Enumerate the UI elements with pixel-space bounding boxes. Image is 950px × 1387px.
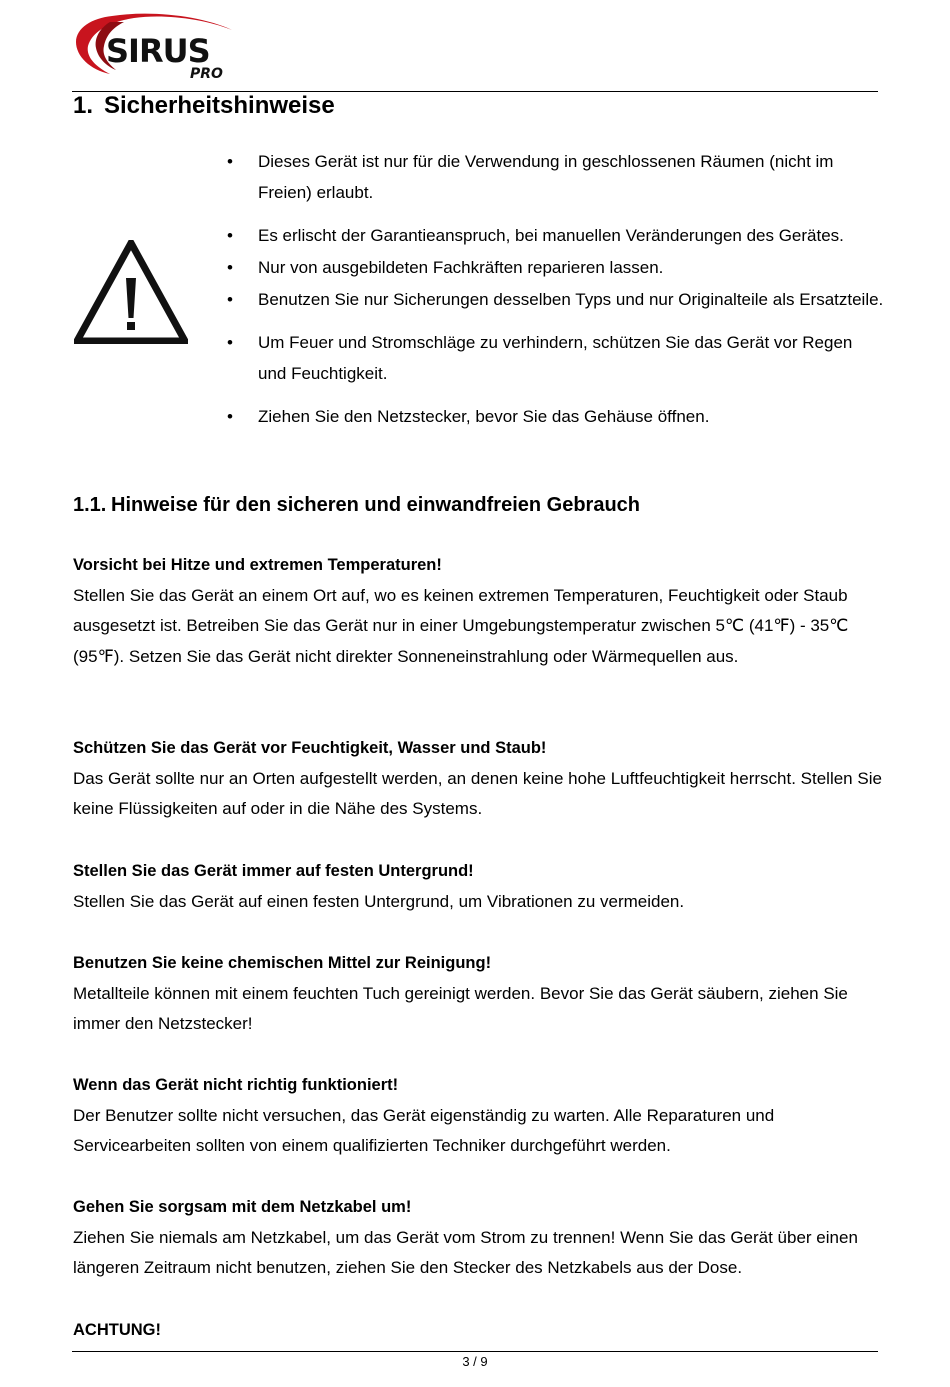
section-body: Das Gerät sollte nur an Orten aufgestellt werden, an denen keine hohe Luftfeuchtigkeit herrscht. Stellen Sie keine Flüssigkeiten auf oder in die Nähe des Systems. (73, 768, 882, 818)
list-item (224, 252, 884, 283)
section-body: Metallteile können mit einem feuchten Tuch gereinigt werden. Bevor Sie das Gerät säubern, ziehen Sie immer den Netzstecker! (73, 983, 848, 1033)
list-item (224, 220, 884, 251)
section-cleaning (73, 948, 883, 1040)
section-body: Ziehen Sie niemals am Netzkabel, um das Gerät vom Strom zu trennen! Wenn Sie das Gerät über einen längeren Zeitraum nicht benutzen, ziehen Sie den Stecker des Netzkabels aus der Dose. (73, 1227, 858, 1277)
subheading-number: 1.1. (73, 494, 107, 516)
section-moisture (73, 733, 883, 825)
section-body: Stellen Sie das Gerät an einem Ort auf, wo es keinen extremen Temperaturen, Feuchtigkeit oder Staub ausgesetzt ist. Betreiben Sie das Gerät nur in einer Umgebungstemperatur zwischen 5℃ (41℉) - 35℃ (95℉). Setzen Sie das Gerät nicht direkter Sonneneinstrahlung oder Wärmequellen aus. (73, 585, 849, 666)
bullet-text: Um Feuer und Stromschläge zu verhindern, schützen Sie das Gerät vor Regen und Feuchtigkeit. (258, 333, 853, 383)
page-number: 3 / 9 (462, 1354, 488, 1369)
sirus-pro-logo (72, 8, 242, 80)
section-title: Schützen Sie das Gerät vor Feuchtigkeit, Wasser und Staub! (73, 739, 547, 757)
bullet-text: Benutzen Sie nur Sicherungen desselben Typs und nur Originalteile als Ersatzteile. (258, 290, 884, 309)
section-title: Gehen Sie sorgsam mit dem Netzkabel um! (73, 1198, 412, 1216)
section-title: ACHTUNG! (73, 1321, 161, 1339)
footer-rule (72, 1351, 878, 1352)
bullet-icon: • (227, 152, 233, 171)
safety-bullet-list (224, 146, 884, 432)
section-surface (73, 856, 883, 917)
bullet-icon: • (227, 407, 233, 426)
section-heading (73, 490, 640, 520)
section-title: Stellen Sie das Gerät immer auf festen Untergrund! (73, 862, 474, 880)
section-body: Der Benutzer sollte nicht versuchen, das Gerät eigenständig zu warten. Alle Reparaturen und Servicearbeiten sollten von einem qualifizierten Techniker durchgeführt werden. (73, 1105, 775, 1155)
warning-triangle-icon (74, 240, 188, 344)
section-body: Stellen Sie das Gerät auf einen festen Untergrund, um Vibrationen zu vermeiden. (73, 891, 685, 911)
section-title: Benutzen Sie keine chemischen Mittel zur Reinigung! (73, 954, 492, 972)
bullet-text: Nur von ausgebildeten Fachkräften reparieren lassen. (258, 258, 664, 277)
bullet-text: Ziehen Sie den Netzstecker, bevor Sie das Gehäuse öffnen. (258, 407, 710, 426)
bullet-icon: • (227, 290, 233, 309)
bullet-text: Es erlischt der Garantieanspruch, bei manuellen Veränderungen des Gerätes. (258, 226, 844, 245)
logo-subtitle: PRO (190, 66, 223, 80)
bullet-icon: • (227, 258, 233, 277)
section-title: Vorsicht bei Hitze und extremen Temperaturen! (73, 556, 442, 574)
list-item (224, 327, 884, 389)
heading-text: Sicherheitshinweise (104, 92, 335, 119)
page-title (73, 90, 335, 122)
list-item (224, 284, 884, 315)
bullet-text: Dieses Gerät ist nur für die Verwendung in geschlossenen Räumen (nicht im Freien) erlaubt. (258, 152, 834, 202)
section-power-cord (73, 1192, 883, 1284)
bullet-icon: • (227, 333, 233, 352)
bullet-icon: • (227, 226, 233, 245)
section-attention (73, 1315, 883, 1346)
heading-number: 1. (73, 92, 94, 119)
list-item (224, 146, 884, 208)
list-item (224, 401, 884, 432)
section-heat (73, 550, 883, 672)
subheading-text: Hinweise für den sicheren und einwandfreien Gebrauch (111, 494, 641, 516)
section-title: Wenn das Gerät nicht richtig funktioniert! (73, 1076, 399, 1094)
logo-wordmark: SIRUS (106, 32, 210, 70)
section-malfunction (73, 1070, 883, 1162)
